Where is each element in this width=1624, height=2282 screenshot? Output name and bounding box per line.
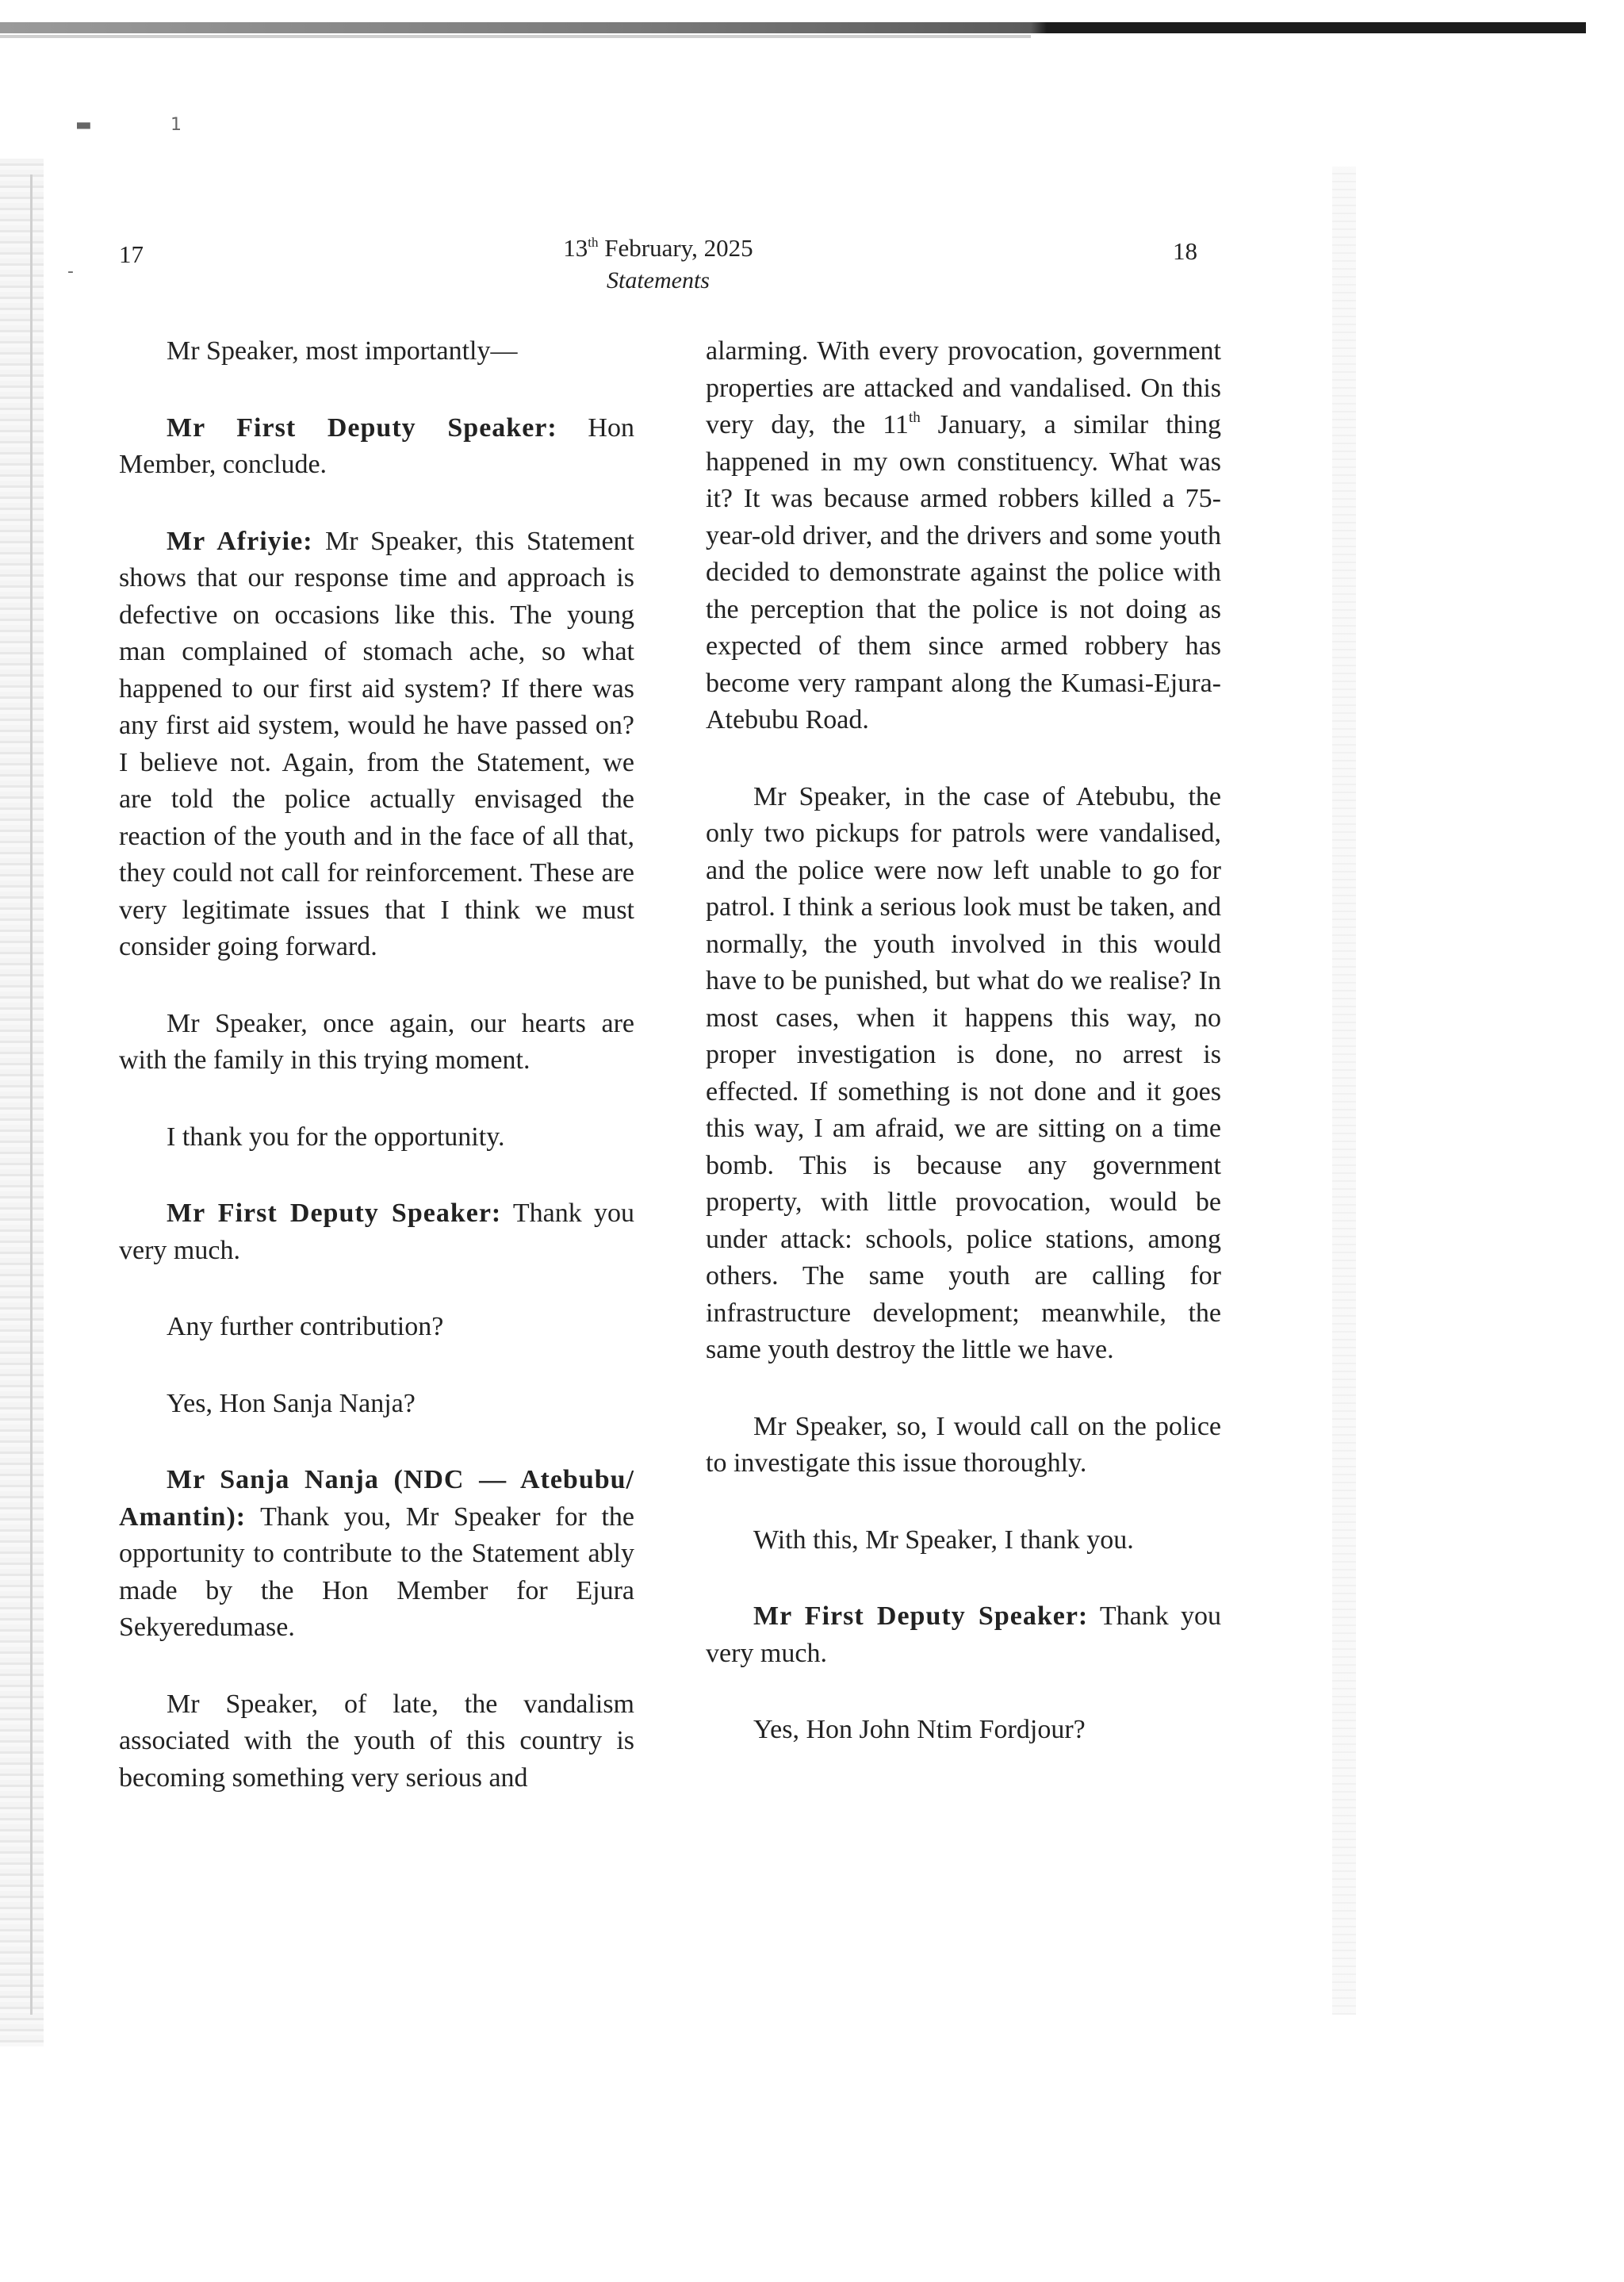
- scan-mark-top-left: ▬: [75, 115, 92, 135]
- paragraph-text: Yes, Hon John Ntim Fordjour?: [753, 1715, 1086, 1744]
- paragraph-text: Thank you, Mr Speaker for the opportunity to contribute to the Statement ably made by the Hon Member for Ejura Sekyeredumase.: [119, 1502, 634, 1642]
- date-suffix: th: [588, 235, 599, 250]
- paragraph: [706, 1522, 1221, 1559]
- paragraph-text: Yes, Hon Sanja Nanja?: [167, 1388, 416, 1418]
- scan-mark-left: -: [67, 262, 74, 282]
- paragraph: [706, 779, 1221, 1369]
- paragraph-text: Mr Speaker, so, I would call on the police to investigate this issue thoroughly.: [706, 1411, 1221, 1478]
- paragraph: [119, 1309, 634, 1346]
- sitting-date: [119, 234, 1197, 263]
- speaker-name: Mr First Deputy Speaker:: [167, 412, 557, 443]
- paragraph: [706, 1409, 1221, 1482]
- speaker-name: Mr Sanja Nanja (NDC — Atebubu/ Amantin):: [119, 1465, 634, 1532]
- paragraph-text: Mr Speaker, most importantly—: [167, 336, 518, 366]
- paragraph: [119, 1462, 634, 1647]
- paragraph-text: alarming. With every provocation, government properties are attacked and vandalised. On this very day, the 11: [706, 336, 1221, 439]
- paragraph-text: Mr Speaker, of late, the vandalism associated with the youth of this country is becoming something very serious and: [119, 1689, 634, 1793]
- scan-left-edge-line: [30, 175, 33, 2015]
- scan-mark-top: 1: [170, 115, 182, 135]
- scan-right-edge: [1332, 167, 1356, 2015]
- speaker-name: Mr First Deputy Speaker:: [753, 1601, 1089, 1631]
- paragraph-text: January, a similar thing happened in my own constituency. What was it? It was because armed robbers killed a 75-year-old driver, and the drivers and some youth decided to demonstrate against the police with the perception that the police is not doing as expected of them since armed robbery has become very rampant along the Kumasi-Ejura-Atebubu Road.: [706, 410, 1221, 734]
- scan-top-border: [0, 22, 1586, 33]
- paragraph: [706, 1712, 1221, 1749]
- paragraph-text: Mr Speaker, once again, our hearts are with the family in this trying moment.: [119, 1008, 634, 1075]
- paragraph-text: Thank you very much.: [119, 1199, 634, 1265]
- paragraph: [119, 1119, 634, 1156]
- paragraph-text: Thank you very much.: [706, 1601, 1221, 1668]
- page-number-right: 18: [1173, 237, 1197, 265]
- paragraph: [119, 333, 634, 370]
- paragraph: [119, 1195, 634, 1269]
- page-number-left: 17: [119, 240, 144, 268]
- paragraph: [119, 1006, 634, 1080]
- paragraph: [119, 1686, 634, 1797]
- continued-paragraph: [706, 333, 1221, 739]
- paragraph: [119, 524, 634, 966]
- paragraph: [119, 1386, 634, 1423]
- ordinal-suffix: th: [908, 409, 921, 426]
- page-header: [119, 234, 1197, 305]
- section-title: Statements: [607, 267, 710, 293]
- date-rest: February, 2025: [604, 234, 753, 262]
- right-column: [706, 333, 1221, 1789]
- speaker-name: Mr Afriyie:: [167, 526, 313, 556]
- paragraph-text: I thank you for the opportunity.: [167, 1122, 505, 1152]
- speaker-name: Mr First Deputy Speaker:: [167, 1199, 502, 1228]
- date-day: 13: [563, 234, 588, 262]
- paragraph: [119, 410, 634, 484]
- paragraph-text: With this, Mr Speaker, I thank you.: [753, 1525, 1134, 1555]
- paragraph-text: Any further contribution?: [167, 1312, 444, 1341]
- scan-left-edge: [0, 159, 44, 2046]
- scan-top-border-shadow: [0, 35, 1031, 38]
- left-column: [119, 333, 634, 1836]
- paragraph: [706, 1598, 1221, 1672]
- paragraph-text: Mr Speaker, in the case of Atebubu, the only two pickups for patrols were vandalised, and the police were now left unable to go for patrol. I think a serious look must be taken, and normally, the youth involved in this would have to be punished, but what do we realise? In most cases, when it happens this way, no proper investigation is done, no arrest is effected. If something is not done and it goes this way, I am afraid, we are sitting on a time bomb. This is because any government property, with little provocation, would be under attack: schools, police stations, among others. The same youth are calling for infrastructure development; meanwhile, the same youth destroy the little we have.: [706, 781, 1221, 1364]
- paragraph-text: Hon Member, conclude.: [119, 412, 634, 479]
- paragraph-text: Mr Speaker, this Statement shows that our response time and approach is defective on occasions like this. The young man complained of stomach ache, so what happened to our first aid system? If there was any first aid system, would he have passed on? I believe not. Again, from the Statement, we are told the police actually envisaged the reaction of the youth and in the face of all that, they could not call for reinforcement. These are very legitimate issues that I think we must consider going forward.: [119, 526, 634, 961]
